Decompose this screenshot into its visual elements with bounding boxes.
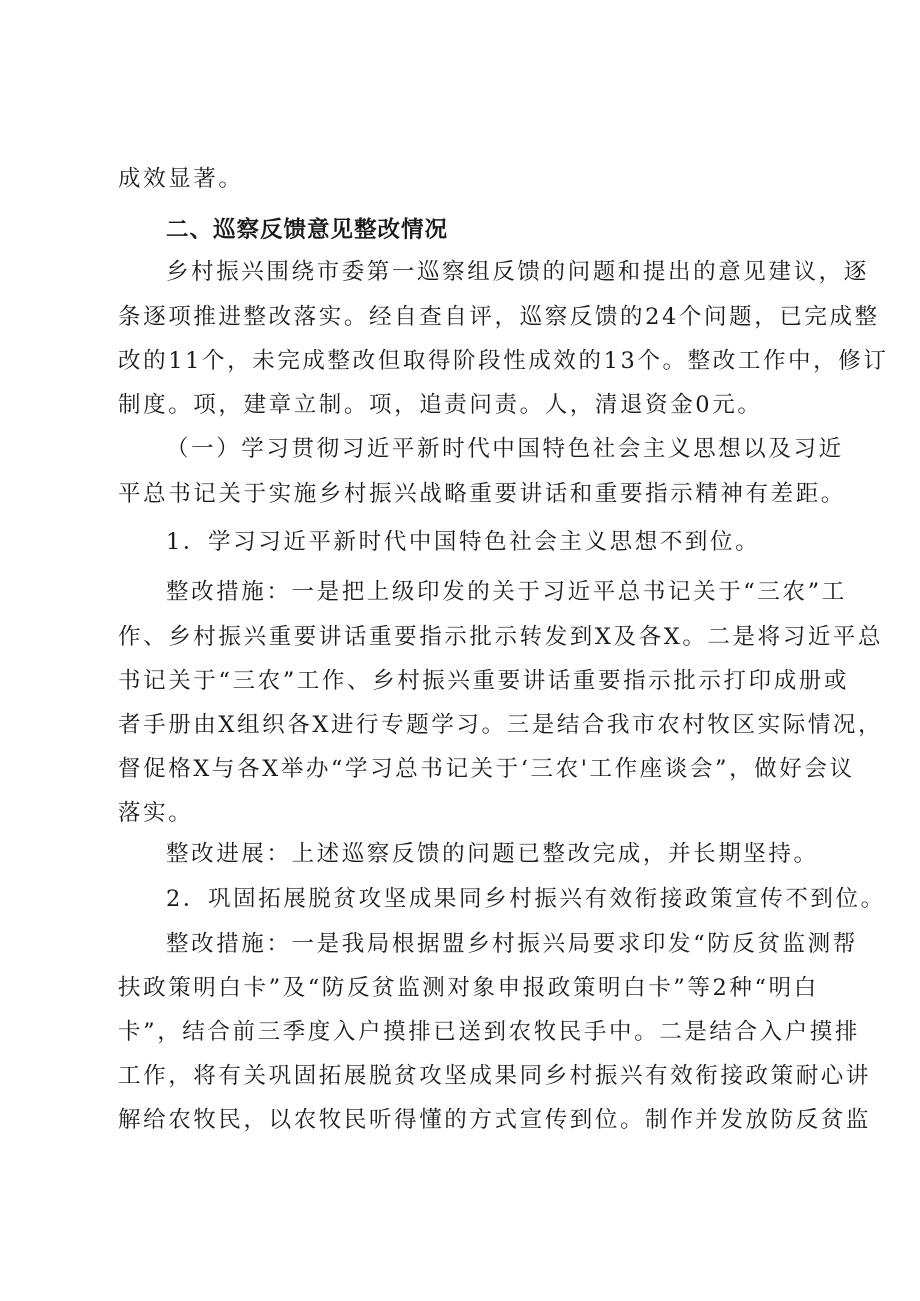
paragraph-line: 乡村振兴围绕市委第一巡察组反馈的问题和提出的意见建议，逐 <box>166 259 869 285</box>
progress-line: 整改进展：上述巡察反馈的问题已整改完成，并长期坚持。 <box>166 841 819 867</box>
paragraph-line: 成效显著。 <box>118 166 244 192</box>
item-heading-1: 1．学习习近平新时代中国特色社会主义思想不到位。 <box>166 529 761 555</box>
paragraph-line: 者手册由X组织各X进行专题学习。三是结合我市农村牧区实际情况， <box>118 712 884 738</box>
subsection-heading: （一）学习贯彻习近平新时代中国特色社会主义思想以及习近 <box>166 436 844 462</box>
paragraph-line: 条逐项推进整改落实。经自查自评，巡察反馈的24个问题，已完成整 <box>118 304 880 330</box>
paragraph-line: 整改措施：一是我局根据盟乡村振兴局要求印发“防反贫监测帮 <box>166 931 858 957</box>
item-heading-2: 2．巩固拓展脱贫攻坚成果同乡村振兴有效衔接政策宣传不到位。 <box>166 886 886 912</box>
section-heading: 二、巡察反馈意见整改情况 <box>166 217 449 243</box>
paragraph-line: 书记关于“三农”工作、乡村振兴重要讲话重要指示批示打印成册或 <box>118 668 850 694</box>
paragraph-line: 督促格X与各X举办“学习总书记关于‘三农'工作座谈会”，做好会议 <box>118 756 855 782</box>
paragraph-line: 制度。项，建章立制。项，追责问责。人，清退资金0元。 <box>118 392 763 418</box>
paragraph-line: 工作，将有关巩固拓展脱贫攻坚成果同乡村振兴有效衔接政策耐心讲 <box>118 1063 872 1089</box>
paragraph-line: 作、乡村振兴重要讲话重要指示批示转发到X及各X。二是将习近平总 <box>118 624 884 650</box>
paragraph-line: 扶政策明白卡”及“防反贫监测对象申报政策明白卡”等2种“明白 <box>118 975 819 1001</box>
subsection-heading-cont: 平总书记关于实施乡村振兴战略重要讲话和重要指示精神有差距。 <box>118 481 846 507</box>
paragraph-line: 落实。 <box>118 800 194 826</box>
paragraph-line: 改的11个，未完成整改但取得阶段性成效的13个。整改工作中，修订 <box>118 348 889 374</box>
paragraph-line: 卡”，结合前三季度入户摸排已送到农牧民手中。二是结合入户摸排 <box>118 1019 861 1045</box>
paragraph-line: 整改措施：一是把上级印发的关于习近平总书记关于“三农”工 <box>166 579 847 605</box>
paragraph-line: 解给农牧民，以农牧民听得懂的方式宣传到位。制作并发放防反贫监 <box>118 1107 872 1133</box>
